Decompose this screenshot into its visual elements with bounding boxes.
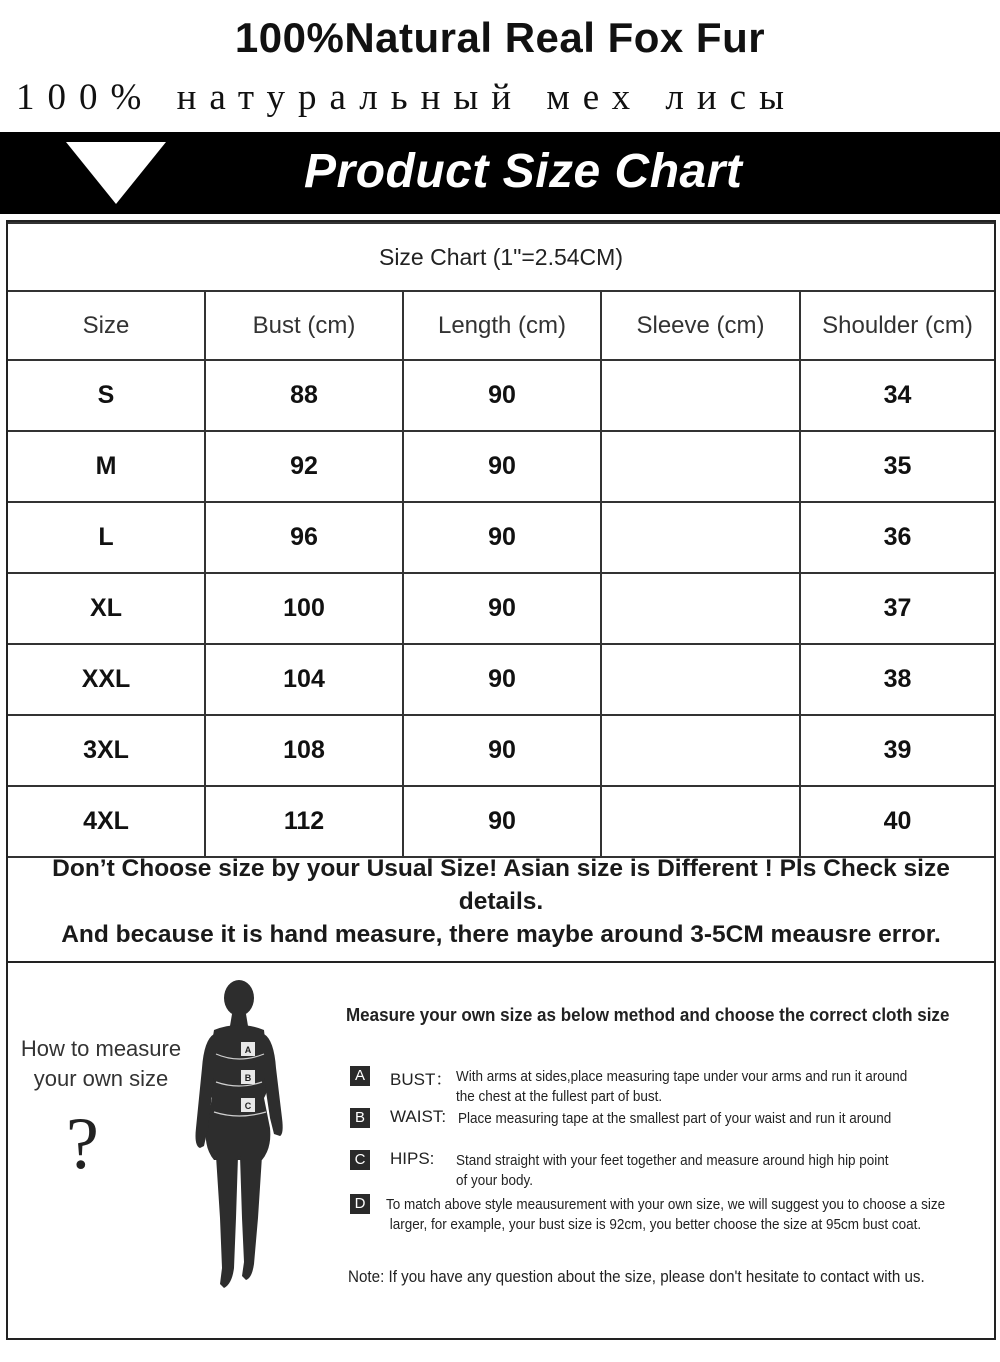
cell-shoulder: 37 (800, 573, 994, 644)
size-warning-line-2: And because it is hand measure, there maybe around 3-5CM meausre error. (61, 921, 941, 948)
cell-bust: 100 (205, 573, 403, 644)
cell-shoulder: 40 (800, 786, 994, 857)
cell-length: 90 (403, 715, 601, 786)
table-row (8, 786, 994, 857)
cell-size: XXL (8, 644, 205, 715)
measure-guide (6, 962, 996, 1340)
cell-shoulder: 35 (800, 431, 994, 502)
cell-sleeve (601, 715, 800, 786)
cell-bust: 108 (205, 715, 403, 786)
measure-text (456, 1067, 907, 1107)
measure-key: HIPS: (390, 1149, 435, 1168)
table-row (8, 573, 994, 644)
figure-label-c: C (244, 1101, 252, 1111)
cell-length: 90 (403, 786, 601, 857)
measure-text (386, 1195, 945, 1235)
cell-bust: 104 (205, 644, 403, 715)
cell-bust: 92 (205, 431, 403, 502)
table-row (8, 715, 994, 786)
measure-text-line: Place measuring tape at the smallest part of your waist and run it around (458, 1111, 892, 1127)
cell-length: 90 (403, 502, 601, 573)
cell-sleeve (601, 786, 800, 857)
cell-shoulder: 34 (800, 360, 994, 431)
measure-text-line: To match above style meausurement with your own size, we will suggest you to choose a size (386, 1197, 946, 1213)
table-row (8, 502, 994, 573)
size-warning-note (8, 852, 994, 951)
cell-length: 90 (403, 644, 601, 715)
cell-size: S (8, 360, 205, 431)
cell-bust: 96 (205, 502, 403, 573)
cell-bust: 112 (205, 786, 403, 857)
measure-text-line: the chest at the fullest part of bust. (456, 1089, 663, 1105)
cell-shoulder: 39 (800, 715, 994, 786)
cell-size: 4XL (8, 786, 205, 857)
column-header-shoulder: Shoulder (cm) (800, 291, 994, 360)
column-header-bust: Bust (cm) (205, 291, 403, 360)
contact-note: Note: If you have any question about the size, please don't hesitate to contact with us. (348, 1268, 925, 1286)
cell-shoulder: 38 (800, 644, 994, 715)
product-title-russian: 100% натуральный мех лисы (16, 77, 797, 118)
table-header-row (8, 291, 994, 360)
measure-text-line: larger, for example, your bust size is 92cm, you better choose the size at 95cm bust coat. (389, 1217, 922, 1233)
cell-length: 90 (403, 573, 601, 644)
measure-key: BUST： (390, 1070, 453, 1089)
measure-text-line: Stand straight with your feet together and measure around high hip point (456, 1153, 889, 1169)
how-to-measure-heading (16, 1034, 186, 1094)
size-warning-line-1: Don’t Choose size by your Usual Size! Asian size is Different ! Pls Check size details. (52, 855, 950, 915)
product-title: 100%Natural Real Fox Fur (234, 14, 766, 61)
figure-label-a: A (244, 1045, 252, 1055)
size-chart (6, 220, 996, 963)
cell-size: L (8, 502, 205, 573)
size-chart-banner (0, 132, 1000, 214)
cell-shoulder: 36 (800, 502, 994, 573)
letter-d-icon: D (350, 1194, 370, 1214)
figure-label-b: B (244, 1073, 252, 1083)
cell-sleeve (601, 502, 800, 573)
table-row (8, 431, 994, 502)
table-caption: Size Chart (1"=2.54CM) (8, 223, 994, 291)
cell-size: M (8, 431, 205, 502)
body-silhouette-icon (184, 978, 294, 1298)
cell-sleeve (601, 644, 800, 715)
letter-c-icon: C (350, 1150, 370, 1170)
cell-size: 3XL (8, 715, 205, 786)
measure-text-line: of your body. (456, 1173, 533, 1189)
cell-bust: 88 (205, 360, 403, 431)
table-row (8, 360, 994, 431)
cell-length: 90 (403, 431, 601, 502)
column-header-length: Length (cm) (403, 291, 601, 360)
question-mark-icon: ? (66, 1103, 99, 1185)
how-to-measure-line-1: How to measure (20, 1036, 182, 1061)
measure-text-line: With arms at sides,place measuring tape under vour arms and run it around (456, 1069, 908, 1085)
cell-sleeve (601, 360, 800, 431)
cell-sleeve (601, 573, 800, 644)
measure-heading: Measure your own size as below method and choose the correct cloth size (346, 1004, 950, 1025)
cell-sleeve (601, 431, 800, 502)
cell-size: XL (8, 573, 205, 644)
how-to-measure-line-2: your own size (33, 1066, 169, 1091)
column-header-size: Size (8, 291, 205, 360)
table-row (8, 644, 994, 715)
banner-title: Product Size Chart (304, 145, 743, 198)
letter-b-icon: B (350, 1108, 370, 1128)
measure-key: WAIST: (390, 1107, 447, 1126)
measure-text (458, 1109, 891, 1129)
cell-length: 90 (403, 360, 601, 431)
letter-a-icon: A (350, 1066, 370, 1086)
size-table (8, 222, 994, 858)
measure-text (456, 1151, 889, 1191)
column-header-sleeve: Sleeve (cm) (601, 291, 800, 360)
down-triangle-icon (66, 142, 166, 204)
